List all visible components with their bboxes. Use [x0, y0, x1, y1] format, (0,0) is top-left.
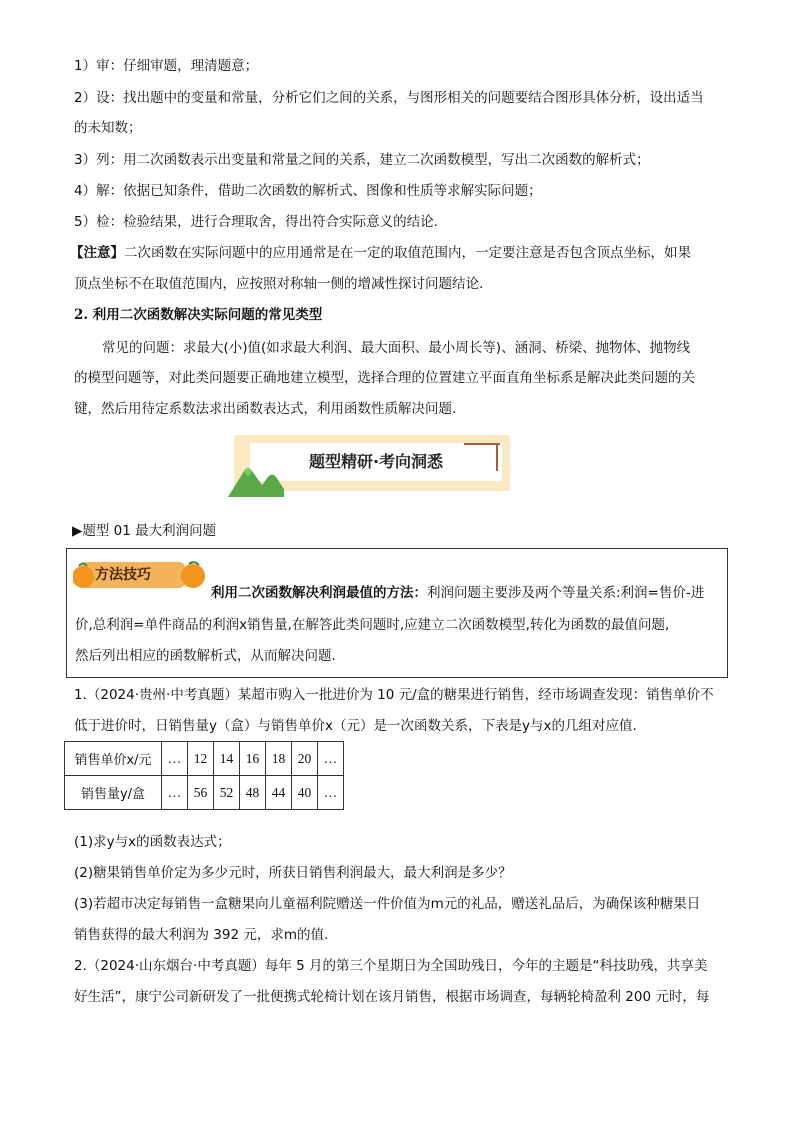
q2-line-2: 好生活”，康宁公司新研发了一批便携式轮椅计划在该月销售，根据市场调查，每辆轮椅盈利 200 元时，每 [74, 989, 710, 1005]
table-cell: 40 [292, 776, 318, 810]
banner-corner-line-vertical [496, 445, 498, 471]
table-cell: 56 [188, 776, 214, 810]
q1-sub-1: (1)求y与x的函数表达式； [74, 834, 231, 850]
table-cell: 12 [188, 742, 214, 776]
section-2-para-1: 常见的问题：求最大(小)值(如求最大利润、最大面积、最小周长等)、涵洞、桥梁、抛物体、抛物线 [102, 340, 691, 356]
banner-inner [250, 443, 502, 481]
mountain-icon [228, 457, 284, 497]
method-box [66, 548, 728, 678]
step-3: 3）列：用二次函数表示出变量和常量之间的关系，建立二次函数模型，写出二次函数的解析式； [74, 152, 650, 168]
step-4: 4）解：依据已知条件，借助二次函数的解析式、图像和性质等求解实际问题； [74, 183, 542, 199]
table-cell: 销售量y/盒 [65, 776, 162, 810]
step-1: 1）审：仔细审题，理清题意； [74, 58, 259, 74]
banner-title: 题型精研·考向洞悉 [308, 452, 444, 471]
q1-line-2: 低于进价时，日销售量y（盒）与销售单价x（元）是一次函数关系，下表是y与x的几组对应值. [74, 718, 637, 734]
table-cell: 18 [266, 742, 292, 776]
note-line-2: 顶点坐标不在取值范围内，应按照对称轴一侧的增减性探讨问题结论. [74, 276, 484, 292]
table-row [65, 742, 344, 776]
table-cell: … [162, 776, 188, 810]
q1-sub-3-line-1: (3)若超市决定每销售一盒糖果向儿童福利院赠送一件价值为m元的礼品，赠送礼品后，为确保该种糖果日 [74, 896, 701, 912]
method-line-3: 然后列出相应的函数解析式，从而解决问题. [75, 648, 336, 664]
q1-table [64, 741, 344, 810]
section-2-para-2: 的模型问题等，对此类问题要正确地建立模型，选择合理的位置建立平面直角坐标系是解决此类问题的关 [74, 370, 695, 386]
banner-corner-line [464, 443, 500, 445]
step-5: 5）检：检验结果，进行合理取舍，得出符合实际意义的结论. [74, 214, 438, 230]
table-cell: 44 [266, 776, 292, 810]
table-cell: 14 [214, 742, 240, 776]
table-cell: … [162, 742, 188, 776]
section-2-heading: 2. 利用二次函数解决实际问题的常见类型 [74, 307, 323, 323]
q1-sub-3-line-2: 销售获得的最大利润为 392 元，求m的值. [74, 927, 329, 943]
table-cell: 52 [214, 776, 240, 810]
q1-sub-2: (2)糖果销售单价定为多少元时，所获日销售利润最大，最大利润是多少？ [74, 865, 512, 881]
method-badge-label: 方法技巧 [95, 567, 151, 583]
table-cell: 销售单价x/元 [65, 742, 162, 776]
note-text-1: 二次函数在实际问题中的应用通常是在一定的取值范围内，一定要注意是否包含顶点坐标，如果 [124, 245, 691, 261]
table-cell: … [318, 742, 344, 776]
table-cell: … [318, 776, 344, 810]
table-cell: 48 [240, 776, 266, 810]
q2-line-1: 2.（2024·山东烟台·中考真题）每年 5 月的第三个星期日为全国助残日，今年的主题是“科技助残，共享美 [74, 958, 708, 974]
method-text-1: 利润问题主要涉及两个等量关系:利润=售价-进 [427, 585, 705, 601]
type-01-title: ▶题型 01 最大利润问题 [72, 523, 217, 539]
method-lead: 利用二次函数解决利润最值的方法： [211, 585, 427, 601]
table-cell: 16 [240, 742, 266, 776]
q1-line-1: 1.（2024·贵州·中考真题）某超市购入一批进价为 10 元/盒的糖果进行销售，经市场调查发现：销售单价不 [74, 687, 714, 703]
method-line-1 [211, 583, 704, 603]
step-2-cont: 的未知数； [74, 120, 142, 136]
table-cell: 20 [292, 742, 318, 776]
step-2: 2）设：找出题中的变量和常量，分析它们之间的关系，与图形相关的问题要结合图形具体分析，设出适当 [74, 90, 704, 106]
note-tag: 【注意】 [70, 245, 124, 261]
section-2-para-3: 键，然后用待定系数法求出函数表达式，利用函数性质解决问题. [74, 401, 457, 417]
method-line-2: 价,总利润=单件商品的利润x销售量,在解答此类问题时,应建立二次函数模型,转化为函数的最值问题, [75, 617, 670, 633]
note-line-1 [70, 243, 691, 263]
table-row [65, 776, 344, 810]
section-banner [228, 433, 510, 495]
